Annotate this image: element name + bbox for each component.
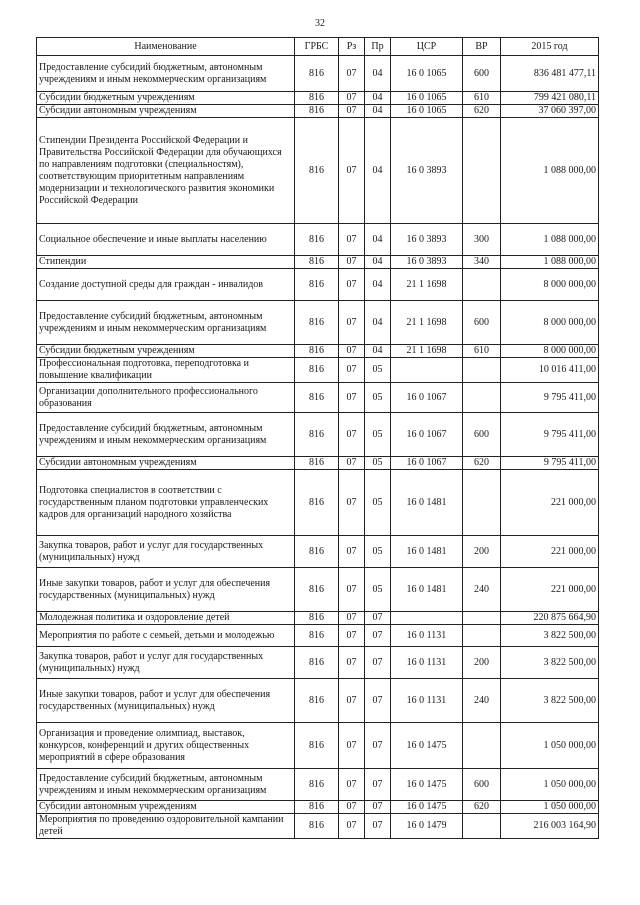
row-vr: 240: [463, 568, 501, 612]
table-row: [37, 814, 599, 839]
row-name: Закупка товаров, работ и услуг для государственных (муниципальных) нужд: [37, 647, 295, 679]
row-name: Организации дополнительного профессионального образования: [37, 383, 295, 413]
row-rz: 07: [339, 269, 365, 301]
table-row: [37, 301, 599, 345]
row-amount: 1 088 000,00: [501, 118, 599, 224]
row-csr: 16 0 1481: [391, 536, 463, 568]
row-amount: 836 481 477,11: [501, 56, 599, 92]
table-row: [37, 345, 599, 358]
row-rz: 07: [339, 105, 365, 118]
row-pr: 07: [365, 647, 391, 679]
row-rz: 07: [339, 647, 365, 679]
row-name: Подготовка специалистов в соответствии с государственным планом подготовки управленческих кадров для организаций народного хозяйства: [37, 470, 295, 536]
row-name: Мероприятия по проведению оздоровительной кампании детей: [37, 814, 295, 839]
row-vr: 620: [463, 457, 501, 470]
row-name: Профессиональная подготовка, переподготовка и повышение квалификации: [37, 358, 295, 383]
row-grbs: 816: [295, 345, 339, 358]
row-rz: 07: [339, 413, 365, 457]
row-pr: 05: [365, 470, 391, 536]
row-amount: 221 000,00: [501, 568, 599, 612]
table-row: [37, 470, 599, 536]
row-grbs: 816: [295, 56, 339, 92]
row-csr: 16 0 1067: [391, 383, 463, 413]
row-rz: 07: [339, 470, 365, 536]
row-amount: 10 016 411,00: [501, 358, 599, 383]
row-name: Субсидии автономным учреждениям: [37, 457, 295, 470]
row-name: Предоставление субсидий бюджетным, автономным учреждениям и иным некоммерческим организациям: [37, 413, 295, 457]
row-name: Социальное обеспечение и иные выплаты населению: [37, 224, 295, 256]
row-amount: 9 795 411,00: [501, 413, 599, 457]
row-pr: 04: [365, 256, 391, 269]
row-name: Организация и проведение олимпиад, выставок, конкурсов, конференций и других общественных мероприятий в сфере образования: [37, 723, 295, 769]
row-grbs: 816: [295, 256, 339, 269]
row-vr: 620: [463, 801, 501, 814]
header-pr: Пр: [365, 38, 391, 56]
row-amount: 9 795 411,00: [501, 383, 599, 413]
row-amount: 3 822 500,00: [501, 625, 599, 647]
row-rz: 07: [339, 625, 365, 647]
row-amount: 1 088 000,00: [501, 256, 599, 269]
row-amount: 1 050 000,00: [501, 769, 599, 801]
header-vr: ВР: [463, 38, 501, 56]
header-name: Наименование: [37, 38, 295, 56]
row-name: Создание доступной среды для граждан - инвалидов: [37, 269, 295, 301]
row-vr: 200: [463, 536, 501, 568]
row-csr: 16 0 1481: [391, 470, 463, 536]
table-row: [37, 92, 599, 105]
row-grbs: 816: [295, 647, 339, 679]
row-vr: 240: [463, 679, 501, 723]
row-vr: 340: [463, 256, 501, 269]
row-csr: 16 0 1067: [391, 413, 463, 457]
row-vr: 200: [463, 647, 501, 679]
header-year: 2015 год: [501, 38, 599, 56]
row-csr: 16 0 1131: [391, 647, 463, 679]
table-row: [37, 801, 599, 814]
row-pr: 05: [365, 358, 391, 383]
row-vr: [463, 612, 501, 625]
table-row: [37, 256, 599, 269]
row-amount: 3 822 500,00: [501, 679, 599, 723]
table-row: [37, 612, 599, 625]
row-amount: 221 000,00: [501, 536, 599, 568]
row-vr: [463, 470, 501, 536]
row-amount: 3 822 500,00: [501, 647, 599, 679]
row-rz: 07: [339, 568, 365, 612]
row-rz: 07: [339, 723, 365, 769]
row-rz: 07: [339, 612, 365, 625]
row-name: Стипендии: [37, 256, 295, 269]
row-amount: 220 875 664,90: [501, 612, 599, 625]
row-pr: 07: [365, 612, 391, 625]
row-rz: 07: [339, 814, 365, 839]
row-pr: 04: [365, 224, 391, 256]
row-vr: [463, 118, 501, 224]
row-pr: 04: [365, 345, 391, 358]
row-csr: 16 0 1065: [391, 105, 463, 118]
table-row: [37, 383, 599, 413]
row-grbs: 816: [295, 105, 339, 118]
row-grbs: 816: [295, 625, 339, 647]
row-grbs: 816: [295, 92, 339, 105]
row-grbs: 816: [295, 413, 339, 457]
row-vr: 610: [463, 92, 501, 105]
row-grbs: 816: [295, 383, 339, 413]
row-vr: 600: [463, 413, 501, 457]
row-pr: 04: [365, 269, 391, 301]
row-pr: 04: [365, 105, 391, 118]
row-pr: 04: [365, 92, 391, 105]
row-csr: 16 0 1065: [391, 92, 463, 105]
row-grbs: 816: [295, 769, 339, 801]
header-rz: Рз: [339, 38, 365, 56]
row-grbs: 816: [295, 814, 339, 839]
row-amount: 37 060 397,00: [501, 105, 599, 118]
row-grbs: 816: [295, 536, 339, 568]
row-pr: 05: [365, 457, 391, 470]
row-grbs: 816: [295, 568, 339, 612]
row-name: Мероприятия по работе с семьей, детьми и молодежью: [37, 625, 295, 647]
row-rz: 07: [339, 301, 365, 345]
header-csr: ЦСР: [391, 38, 463, 56]
table-row: [37, 568, 599, 612]
row-grbs: 816: [295, 470, 339, 536]
table-row: [37, 56, 599, 92]
row-amount: 221 000,00: [501, 470, 599, 536]
row-pr: 07: [365, 769, 391, 801]
page-number: 32: [315, 18, 325, 29]
row-grbs: 816: [295, 224, 339, 256]
row-vr: 600: [463, 56, 501, 92]
row-vr: [463, 383, 501, 413]
table-row: [37, 536, 599, 568]
header-grbs: ГРБС: [295, 38, 339, 56]
row-vr: 610: [463, 345, 501, 358]
row-vr: [463, 358, 501, 383]
row-csr: 16 0 1475: [391, 769, 463, 801]
row-pr: 07: [365, 814, 391, 839]
row-grbs: 816: [295, 612, 339, 625]
row-name: Предоставление субсидий бюджетным, автономным учреждениям и иным некоммерческим организациям: [37, 56, 295, 92]
row-rz: 07: [339, 679, 365, 723]
row-rz: 07: [339, 801, 365, 814]
header-row: [37, 38, 599, 56]
budget-table: [36, 37, 599, 839]
table-row: [37, 769, 599, 801]
row-csr: 16 0 3893: [391, 224, 463, 256]
table-row: [37, 224, 599, 256]
row-grbs: 816: [295, 801, 339, 814]
row-grbs: 816: [295, 358, 339, 383]
row-vr: 600: [463, 301, 501, 345]
row-csr: 21 1 1698: [391, 301, 463, 345]
row-pr: 04: [365, 301, 391, 345]
table-body: [37, 56, 599, 839]
row-pr: 07: [365, 723, 391, 769]
row-amount: 1 050 000,00: [501, 723, 599, 769]
table-row: [37, 413, 599, 457]
row-pr: 05: [365, 536, 391, 568]
row-name: Предоставление субсидий бюджетным, автономным учреждениям и иным некоммерческим организациям: [37, 301, 295, 345]
row-name: Закупка товаров, работ и услуг для государственных (муниципальных) нужд: [37, 536, 295, 568]
table-row: [37, 457, 599, 470]
table-row: [37, 647, 599, 679]
row-rz: 07: [339, 345, 365, 358]
row-amount: 8 000 000,00: [501, 269, 599, 301]
row-csr: 16 0 1479: [391, 814, 463, 839]
row-rz: 07: [339, 358, 365, 383]
row-rz: 07: [339, 92, 365, 105]
row-name: Иные закупки товаров, работ и услуг для обеспечения государственных (муниципальных) нужд: [37, 679, 295, 723]
row-pr: 07: [365, 679, 391, 723]
row-pr: 04: [365, 56, 391, 92]
table-row: [37, 269, 599, 301]
row-csr: 16 0 1475: [391, 723, 463, 769]
row-pr: 05: [365, 413, 391, 457]
table-row: [37, 679, 599, 723]
row-rz: 07: [339, 256, 365, 269]
row-csr: 16 0 3893: [391, 118, 463, 224]
row-name: Предоставление субсидий бюджетным, автономным учреждениям и иным некоммерческим организациям: [37, 769, 295, 801]
row-vr: 600: [463, 769, 501, 801]
row-grbs: 816: [295, 269, 339, 301]
row-csr: [391, 612, 463, 625]
row-amount: 216 003 164,90: [501, 814, 599, 839]
row-pr: 04: [365, 118, 391, 224]
row-csr: 16 0 3893: [391, 256, 463, 269]
table-row: [37, 723, 599, 769]
row-vr: [463, 269, 501, 301]
table-row: [37, 625, 599, 647]
row-name: Субсидии бюджетным учреждениям: [37, 345, 295, 358]
row-rz: 07: [339, 383, 365, 413]
row-amount: 799 421 080,11: [501, 92, 599, 105]
row-rz: 07: [339, 536, 365, 568]
row-amount: 8 000 000,00: [501, 345, 599, 358]
row-pr: 05: [365, 568, 391, 612]
row-vr: [463, 814, 501, 839]
row-name: Иные закупки товаров, работ и услуг для обеспечения государственных (муниципальных) нужд: [37, 568, 295, 612]
row-pr: 05: [365, 383, 391, 413]
row-vr: [463, 723, 501, 769]
row-rz: 07: [339, 769, 365, 801]
row-rz: 07: [339, 457, 365, 470]
row-vr: [463, 625, 501, 647]
row-grbs: 816: [295, 723, 339, 769]
row-name: Субсидии автономным учреждениям: [37, 801, 295, 814]
row-pr: 07: [365, 625, 391, 647]
row-rz: 07: [339, 56, 365, 92]
row-name: Молодежная политика и оздоровление детей: [37, 612, 295, 625]
row-grbs: 816: [295, 118, 339, 224]
row-vr: 300: [463, 224, 501, 256]
row-name: Субсидии бюджетным учреждениям: [37, 92, 295, 105]
row-csr: 16 0 1065: [391, 56, 463, 92]
row-rz: 07: [339, 224, 365, 256]
row-pr: 07: [365, 801, 391, 814]
row-csr: 16 0 1475: [391, 801, 463, 814]
row-amount: 1 088 000,00: [501, 224, 599, 256]
row-grbs: 816: [295, 301, 339, 345]
row-amount: 9 795 411,00: [501, 457, 599, 470]
row-csr: 16 0 1131: [391, 625, 463, 647]
row-csr: 21 1 1698: [391, 345, 463, 358]
row-rz: 07: [339, 118, 365, 224]
row-amount: 1 050 000,00: [501, 801, 599, 814]
row-csr: 16 0 1131: [391, 679, 463, 723]
table-row: [37, 105, 599, 118]
table-row: [37, 358, 599, 383]
table-row: [37, 118, 599, 224]
row-grbs: 816: [295, 457, 339, 470]
row-csr: 16 0 1481: [391, 568, 463, 612]
table-header: [37, 38, 599, 56]
row-csr: 16 0 1067: [391, 457, 463, 470]
row-grbs: 816: [295, 679, 339, 723]
row-vr: 620: [463, 105, 501, 118]
row-name: Стипендии Президента Российской Федерации и Правительства Российской Федерации для обучающихся по направлениям подготовки (специальностям), соответствующим приоритетным направлениям модернизации и технологического развития экономики Российской Федерации: [37, 118, 295, 224]
row-name: Субсидии автономным учреждениям: [37, 105, 295, 118]
row-amount: 8 000 000,00: [501, 301, 599, 345]
row-csr: 21 1 1698: [391, 269, 463, 301]
row-csr: [391, 358, 463, 383]
